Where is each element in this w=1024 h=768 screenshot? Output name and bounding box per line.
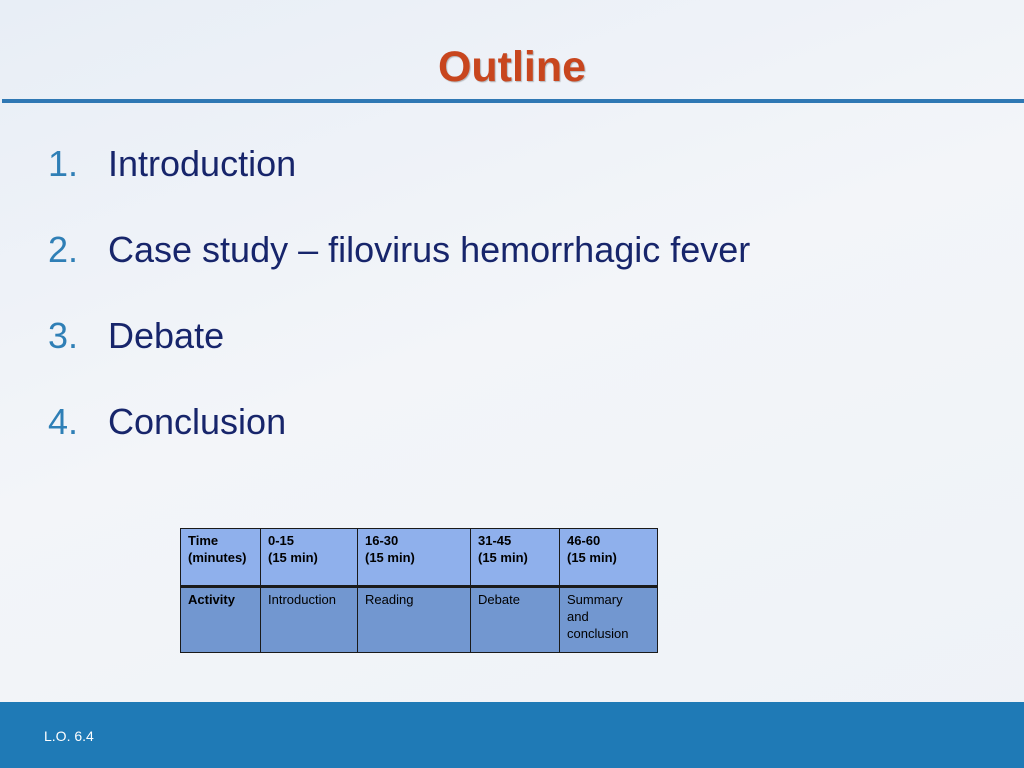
outline-text: Conclusion [108, 401, 287, 442]
outline-item-introduction [48, 140, 750, 226]
outline-item-case-study [48, 226, 750, 312]
outline-text: Debate [108, 315, 225, 356]
footer-label: L.O. 6.4 [44, 728, 94, 744]
outline-list [48, 140, 750, 484]
schedule-cell-time: 16-30 (15 min) [358, 529, 471, 587]
schedule-cell-time: 31-45 (15 min) [471, 529, 560, 587]
schedule-cell-time-label: Time (minutes) [181, 529, 261, 587]
schedule-cell-activity: Introduction [261, 587, 358, 653]
outline-number: 3. [48, 315, 79, 356]
schedule-cell-activity: Summary and conclusion [560, 587, 658, 653]
outline-number: 2. [48, 229, 79, 270]
schedule-cell-activity: Debate [471, 587, 560, 653]
schedule-cell-time: 0-15 (15 min) [261, 529, 358, 587]
schedule-table [180, 528, 658, 653]
slide-title: Outline [437, 43, 587, 91]
outline-text: Introduction [108, 143, 297, 184]
schedule-time-row [181, 529, 658, 587]
outline-item-debate [48, 312, 750, 398]
outline-number: 4. [48, 401, 79, 442]
outline-item-conclusion [48, 398, 750, 484]
outline-text: Case study – filovirus hemorrhagic fever [108, 229, 751, 270]
title-divider [2, 99, 1024, 103]
schedule-cell-activity: Reading [358, 587, 471, 653]
schedule-activity-row [181, 587, 658, 653]
outline-number: 1. [48, 143, 79, 184]
footer-bar [0, 702, 1024, 768]
schedule-cell-activity-label: Activity [181, 587, 261, 653]
schedule-cell-time: 46-60 (15 min) [560, 529, 658, 587]
